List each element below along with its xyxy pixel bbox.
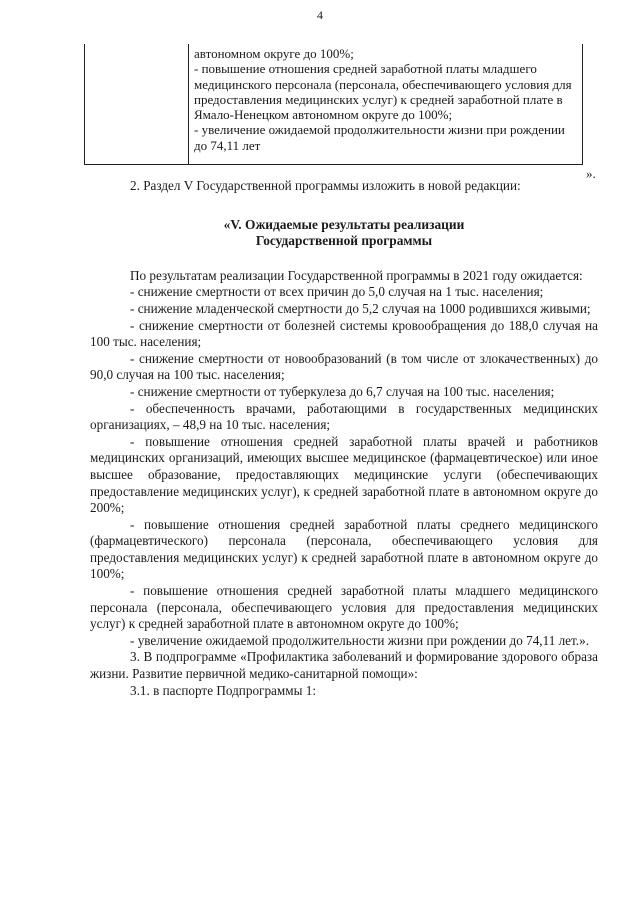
page-number: 4 — [317, 8, 323, 22]
paragraph: - увеличение ожидаемой продолжительности жизни при рождении до 74,11 лет.». — [130, 632, 589, 648]
paragraph: По результатам реализации Государственной программы в 2021 году ожидается: — [130, 267, 583, 283]
table-fragment — [84, 44, 583, 165]
table-line: - увеличение ожидаемой продолжительности жизни при рождении до 74,11 лет — [194, 122, 565, 153]
paragraph: - снижение смертности от всех причин до 5,0 случая на 1 тыс. населения; — [130, 284, 544, 300]
paragraph: 3.1. в паспорте Подпрограммы 1: — [130, 682, 317, 698]
section-heading — [90, 217, 598, 250]
paragraph: - обеспеченность врачами, работающими в государственных медицинских организациях, – 48,9 на 10 тыс. населения; — [90, 400, 598, 433]
paragraph: 3. В подпрограмме «Профилактика заболеваний и формирование здорового образа жизни. Развитие первичной медико-санитарной помощи»: — [90, 649, 598, 682]
paragraph: - снижение младенческой смертности до 5,2 случая на 1000 родившихся живыми; — [130, 300, 591, 316]
paragraph: - повышение отношения средней заработной платы младшего медицинского персонала (персонала, обеспечивающего условия для предоставления медицинских услуг) к средней заработной плате в автономном округе до 100%; — [90, 583, 598, 632]
table-left-border — [84, 44, 85, 164]
paragraph: - снижение смертности от новообразований (в том числе от злокачественных) до 90,0 случая на 100 тыс. населения; — [90, 350, 598, 383]
paragraph: - повышение отношения средней заработной платы среднего медицинского (фармацевтического) персонала (персонала, обеспечивающего условия для предоставления медицинских услуг) к средней заработной плате в автономном округе до 100%; — [90, 516, 598, 582]
table-line: автономном округе до 100%; — [194, 46, 354, 61]
section-heading-line1: «V. Ожидаемые результаты реализации — [223, 216, 465, 232]
paragraph: - повышение отношения средней заработной платы врачей и работников медицинских организаций, имеющих высшее медицинское (фармацевтическое) или иное высшее образование, предоставляющих медицинские услуги (обеспечивающих предоставление медицинских услуг), к средней заработной плате в автономном округе до 200%; — [90, 433, 598, 516]
item-2-text: 2. Раздел V Государственной программы изложить в новой редакции: — [130, 178, 521, 193]
table-closing-mark: ». — [586, 166, 596, 181]
paragraph: - снижение смертности от болезней системы кровообращения до 188,0 случая на 100 тыс. населения; — [90, 317, 598, 350]
table-cell-content — [194, 46, 578, 153]
paragraph: - снижение смертности от туберкулеза до 6,7 случая на 100 тыс. населения; — [130, 383, 555, 399]
section-heading-line2: Государственной программы — [255, 233, 433, 249]
table-line: - повышение отношения средней заработной платы младшего медицинского персонала (персонала, обеспечивающего условия для предоставления медицинских услуг) к средней заработной плате в Ямало-Ненецком автономном округе до 100%; — [194, 61, 572, 123]
document-body — [90, 178, 598, 699]
table-column-divider — [188, 44, 189, 164]
